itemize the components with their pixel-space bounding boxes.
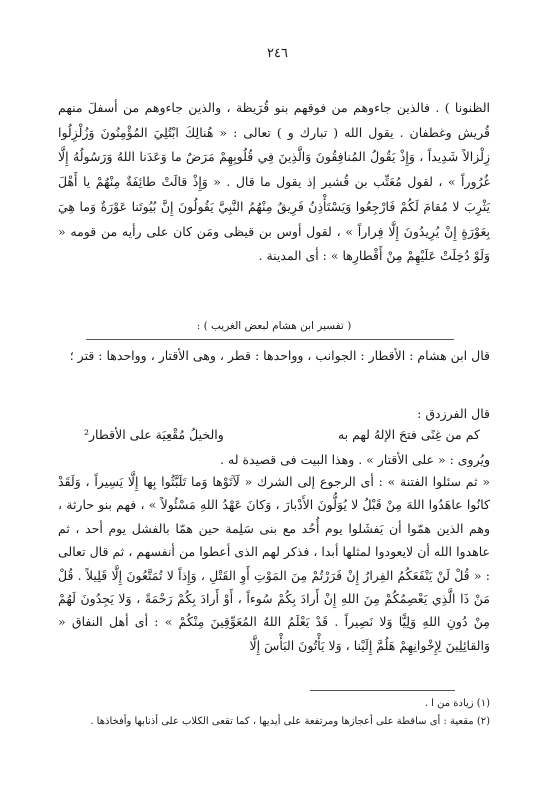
farazdaq-intro-block: [58, 403, 490, 425]
farazdaq-intro: قال الفرزدق :: [417, 406, 490, 421]
main-paragraph-block: [58, 470, 490, 657]
top-paragraph: الظنونا ) . فالذين جاءوهم من فوقهم بنو قُرَيظة ، والذين جاءوهم من أسفلَ منهم قُريش وغطفان . يقول الله ( تبارك و ) تعالى : « هُنالِكَ ابْتُلِيَ المُؤْمِنُونَ وَزُلْزِلُوا زِلْزالاً شَدِيداً ، وَإِذْ يَقُولُ المُنافِقُونَ وَالَّذِينَ فِي قُلُوبِهِمْ مَرَضٌ ما وَعَدَنا اللهُ وَرَسُولُهُ إِلَّا غُرُوراً » ، لقول مُعَتِّب بن قُشير إذ يقول ما قال . « وَإِذْ قالَتْ طائِفَةٌ مِنْهُمْ يا أَهْلَ يَثْرِبَ لا مُقامَ لَكُمْ فَارْجِعُوا وَيَسْتَأْذِنُ فَرِيقٌ مِنْهُمُ النَّبِيَّ يَقُولُونَ إِنَّ بُيُوتَنا عَوْرَةٌ وَما هِيَ بِعَوْرَةٍ إِنْ يُرِيدُونَ إِلَّا فِراراً » ، لقول أوس بن قيظى ومَن كان على رأيه من قومه « وَلَوْ دُخِلَتْ عَلَيْهِمْ مِنْ أَقْطارِها » : أى المدينة .: [58, 100, 490, 264]
verse-first-hemistich: كم من غِنًى فتحَ الإلهُ لهم به: [337, 427, 480, 442]
section-divider: [86, 339, 454, 340]
main-paragraph: « ثم سئلوا الفتنة » : أى الرجوع إلى الشرك « لَآتَوْها وَما تَلَبَّثُوا بِها إِلَّا يَسِيراً ، وَلَقَدْ كانُوا عاهَدُوا اللهَ مِنْ قَبْلُ لا يُوَلُّونَ الأَدْبارَ ، وَكانَ عَهْدُ اللهِ مَسْئُولاً » ، فهم بنو حارثة ، وهم الذين همّوا أن يَفشَلوا يوم أُحُد مع بنى سَلِمة حين همّا بالفشل يوم أحد ، ثم عاهدوا الله أن لايعودوا لمثلها أبدا ، فذكر لهم الذى أعطوا من أنفسهم ، ثم قال تعالى : « قُلْ لَنْ يَنْفَعَكُمُ الفِرارُ إِنْ فَرَرْتُمْ مِنَ المَوْتِ أَوِ القَتْلِ ، وَإِذاً لا تُمَتَّعُونَ إِلَّا قَلِيلاً . قُلْ مَنْ ذَا الَّذِي يَعْصِمُكُمْ مِنَ اللهِ إِنْ أَرادَ بِكُمْ سُوءاً ، أَوْ أَرادَ بِكُمْ رَحْمَةً ، وَلا يَجِدُونَ لَهُمْ مِنْ دُونِ اللهِ وَلِيًّا وَلا نَصِيراً . قَدْ يَعْلَمُ اللهُ المُعَوِّقِينَ مِنْكُمْ » : أى أهل النفاق « وَالقائِلِينَ لِإِخْوانِهِمْ هَلُمَّ إِلَيْنا ، وَلا يَأْتُونَ البَأْسَ إِلَّا: [58, 474, 490, 653]
ibn-hisham-block: [58, 344, 490, 367]
footnote-divider: [310, 690, 455, 691]
footnote-2: (٢) مقعية : أى ساقطة على أعجازها ومرتفعة على أيديها ، كما تقعى الكلاب على أذنابها وأفخاذها .: [90, 716, 490, 727]
after-verse-line: ويُروى : « على الأقتار » . وهذا البيت فى قصيدة له .: [220, 452, 490, 467]
top-paragraph-block: [58, 96, 490, 269]
footnote-1: (١) زيادة من ا .: [424, 698, 490, 709]
footnotes: [58, 695, 490, 731]
after-verse-block: [58, 448, 490, 471]
ibn-hisham-paragraph: قال ابن هشام : الأقطار : الجوانب ، وواحدها : قطر ، وهى الأقتار ، وواحدها : قتر ؛: [69, 348, 490, 363]
page-number: ٢٤٦: [267, 46, 288, 61]
verse-second-hemistich: والخيلُ مُقْعِيَة على الأقطار²: [84, 427, 224, 442]
section-heading-note: ( تفسير ابن هشام لبعض الغريب ) :: [196, 320, 352, 332]
